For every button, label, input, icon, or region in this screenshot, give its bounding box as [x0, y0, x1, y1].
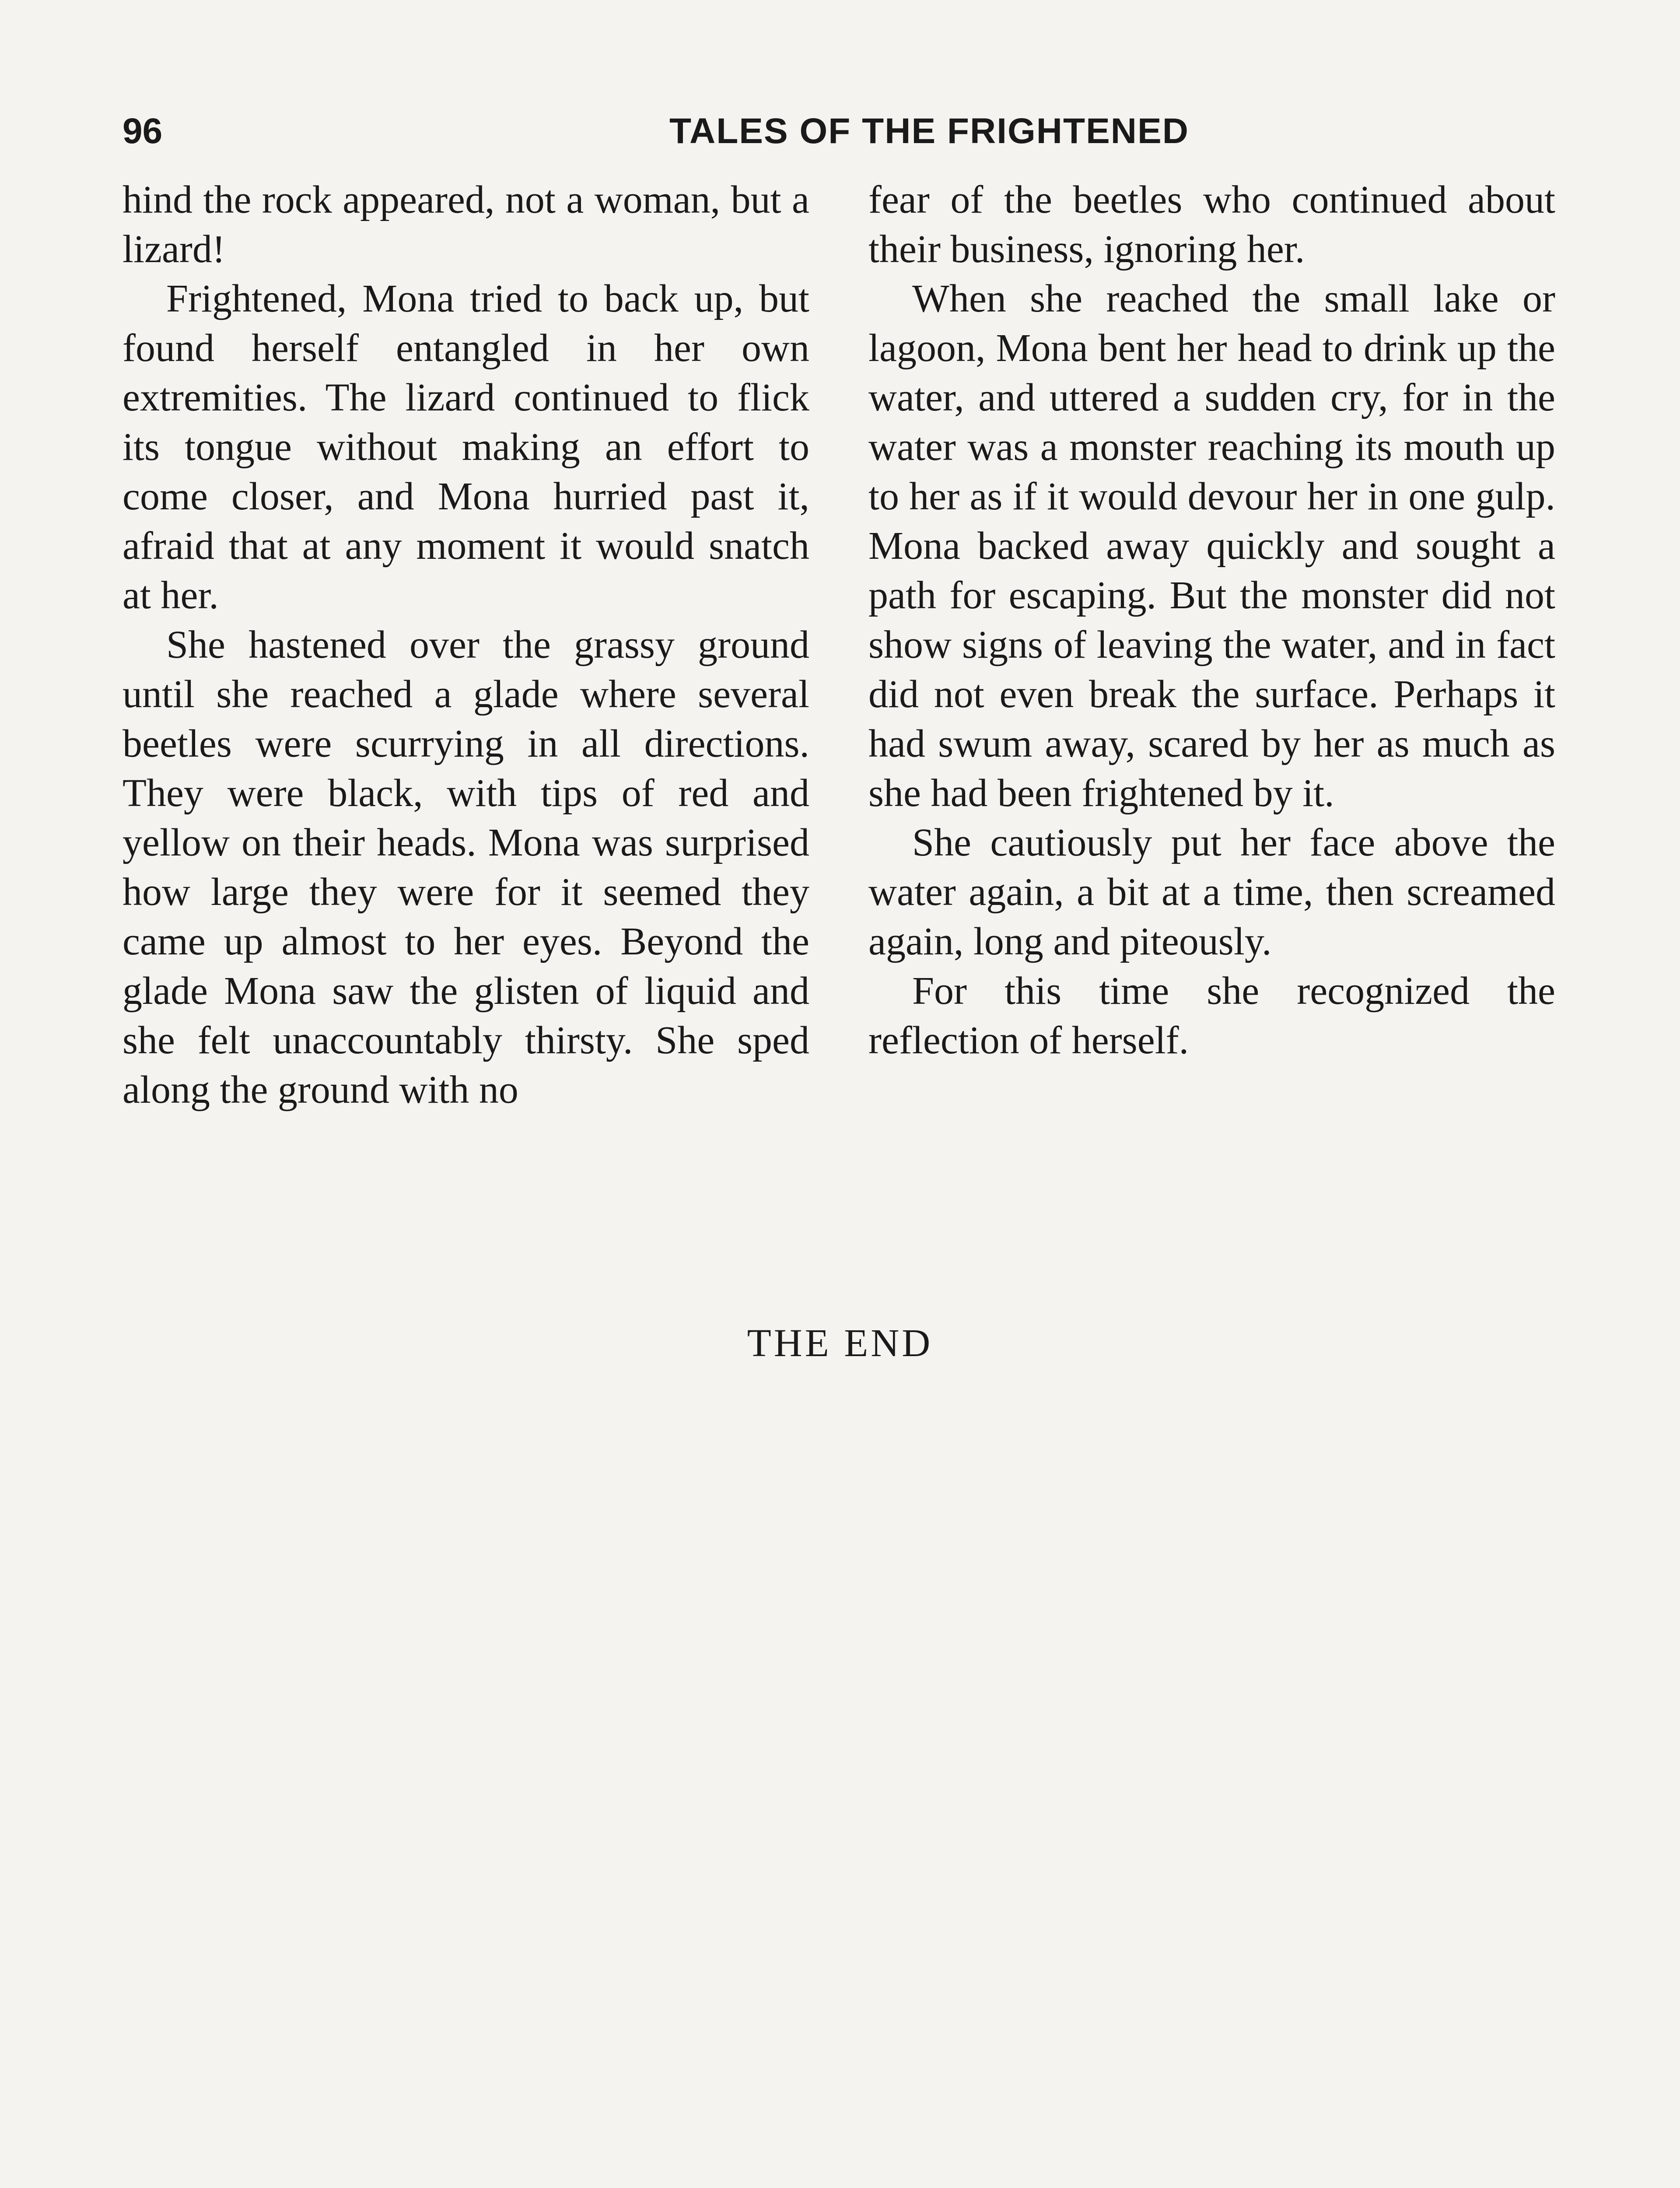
paragraph: She hastened over the grassy ground until she reached a glade where several beetles were scurrying in all directions. They were black, with tips of red and yellow on their heads. Mona was surprised how large they were for it seemed they came up almost to her eyes. Beyond the glade Mona saw the glisten of liquid and she felt unaccountably thirsty. She sped along the ground with no [122, 623, 809, 1112]
paragraph: fear of the beetles who continued about their business, ignoring her. [868, 178, 1555, 271]
paragraph: When she reached the small lake or lagoon, Mona bent her head to drink up the water, and uttered a sudden cry, for in the water was a monster reaching its mouth up to her as if it would devour her in one gulp. Mona backed away quickly and sought a path for escaping. But the monster did not show signs of leaving the water, and in fact did not even break the surface. Perhaps it had swum away, scared by her as much as she had been frightened by it. [868, 277, 1555, 815]
paragraph: For this time she recognized the reflection of herself. [868, 969, 1555, 1062]
page-header [122, 105, 1558, 158]
page-number: 96 [122, 111, 163, 151]
the-end: THE END [747, 1322, 933, 1365]
right-column [868, 175, 1555, 1065]
paragraph: She cautiously put her face above the water again, a bit at a time, then screamed again, long and piteously. [868, 821, 1555, 963]
running-title: TALES OF THE FRIGHTENED [669, 111, 1189, 151]
paragraph: hind the rock appeared, not a woman, but a lizard! [122, 178, 809, 271]
left-column [122, 175, 809, 1115]
paragraph: Frightened, Mona tried to back up, but found herself entangled in her own extremities. The lizard continued to flick its tongue without making an effort to come closer, and Mona hurried past it, afraid that at any moment it would snatch at her. [122, 277, 809, 617]
